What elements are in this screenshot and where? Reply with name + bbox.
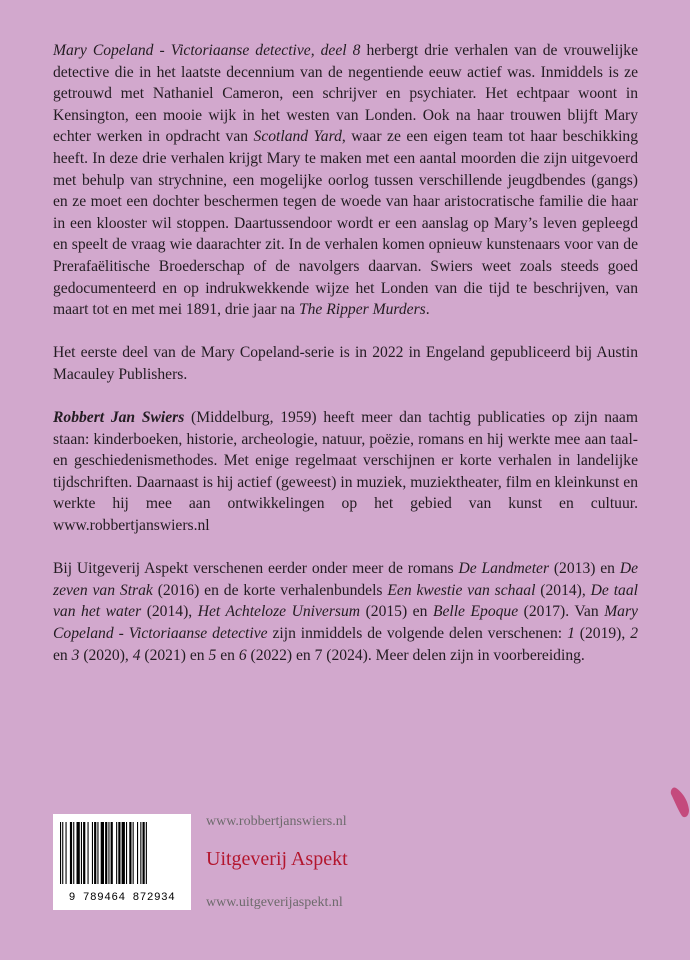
blurb-text: herbergt drie verhalen van de vrouwelijke detective die in het laatste decennium van de negentiende eeuw actief was. Inmiddels is ze getrouwd met Nathaniel Cameron, een schrijver en psychiater. Het echtpaar woont in Kensington, een mooie wijk in het westen van Londen. Ook na haar trouwen blijft Mary echter werken in opdracht van — [53, 42, 638, 146]
barcode-bar — [105, 822, 107, 884]
barcode-bars — [59, 822, 185, 886]
blurb-text: . — [425, 301, 430, 319]
barcode-bar — [83, 822, 85, 884]
barcode-bar — [122, 822, 125, 884]
barcode-bar — [108, 822, 109, 884]
author-name: Robbert Jan Swiers — [53, 409, 185, 427]
barcode-bar — [97, 822, 98, 884]
barcode-bar — [73, 822, 74, 884]
volume-number: 6 — [238, 646, 247, 664]
publisher-website-link[interactable]: www.uitgeverijaspekt.nl — [206, 895, 343, 910]
series-title: Mary Copeland - Victoriaanse detective, deel 8 — [53, 42, 361, 59]
biblio-text: en — [216, 646, 239, 664]
biblio-text: (2013) en — [549, 560, 620, 578]
book-title: Belle Epoque — [432, 603, 519, 621]
barcode-bar — [133, 822, 134, 884]
volume-number: 4 — [132, 646, 141, 664]
barcode-bar — [66, 822, 67, 884]
barcode-bar — [101, 822, 104, 884]
blurb-text: , waar ze een eigen team tot haar beschikking heeft. In deze drie verhalen krijgt Mary te maken met een aantal moorden die zijn uitgevoerd met behulp van strychnine, een mogelijke oorlog tussen verschillende jeugdbendes (gangs) en ze moet een dochter beschermen tegen de woede van haar aristocratische familie die haar in een klooster wil stoppen. Daartussendoor wordt er een aanslag op Mary’s leven gepleegd en speelt de vraag wie daarachter zit. In de verhalen komen opnieuw kunstenaars voor van de Prerafaëlitische Broederschap of de navolgers daarvan. Swiers weet zoals steeds goed gedocumenteerd en op indrukwekkende wijze het Londen van die tijd te beschrijven, van maart tot en met mei 1891, drie jaar na — [53, 128, 639, 319]
series-title: Mary Copeland - Victoriaanse detective — [53, 603, 638, 643]
book-title: Een kwestie van schaal — [387, 581, 536, 599]
biblio-text: (2019), — [574, 625, 631, 643]
biblio-text: Bij Uitgeverij Aspekt verschenen eerder onder meer de romans — [53, 560, 459, 578]
biblio-text: (2014), — [141, 603, 198, 621]
bibliography — [53, 558, 638, 666]
barcode-bar — [70, 822, 72, 884]
book-title: De Landmeter — [458, 560, 550, 578]
back-cover-text — [53, 40, 638, 688]
barcode-bar — [143, 822, 145, 884]
book-title: Het Achteloze Universum — [197, 603, 361, 621]
barcode-bar — [126, 822, 127, 884]
barcode-bar — [81, 822, 82, 884]
barcode-bar — [118, 822, 120, 884]
biblio-text: (2021) en — [140, 646, 209, 664]
biblio-text: en — [53, 646, 72, 664]
barcode-bar — [129, 822, 131, 884]
author-website-link[interactable]: www.robbertjanswiers.nl — [206, 814, 347, 829]
biblio-text: (2020), — [79, 646, 133, 664]
volume-number: 5 — [208, 646, 217, 664]
barcode-bar — [137, 822, 138, 884]
biblio-text: (2015) en — [360, 603, 433, 621]
ripper-murders-title: The Ripper Murders — [298, 301, 426, 319]
isbn-barcode — [53, 814, 191, 910]
author-bio-text: (Middelburg, 1959) heeft meer dan tachtig publicaties op zijn naam staan: kinderboeken, historie, archeologie, natuur, poëzie, romans en hij werkte mee aan taal- en geschiedenismethodes. Met enige regelmaat verschijnen er korte verhalen in landelijke tijdschriften. Daarnaast is hij actief (geweest) in muziek, muziektheater, film en kleinkunst en werkte hij mee aan ontwikkelingen op het gebied van kunst en cultuur. www.robbertjanswiers.nl — [53, 409, 638, 535]
barcode-bar — [146, 822, 147, 884]
biblio-text: (2022) en 7 (2024). Meer delen zijn in voorbereiding. — [246, 646, 585, 664]
barcode-bar — [62, 822, 63, 884]
barcode-bar — [140, 822, 141, 884]
biblio-text: zijn inmiddels de volgende delen verschenen: — [267, 625, 568, 643]
barcode-bar — [88, 822, 89, 884]
blurb-paragraph — [53, 40, 638, 321]
scotland-yard-title: Scotland Yard — [253, 128, 342, 146]
ink-smudge — [668, 786, 690, 820]
biblio-text: (2014), — [535, 581, 591, 599]
publication-note: Het eerste deel van de Mary Copeland-serie is in 2022 in Engeland gepubliceerd bij Austin Macauley Publishers. — [53, 344, 638, 383]
publisher-name: Uitgeverij Aspekt — [206, 848, 348, 870]
barcode-bar — [111, 822, 113, 884]
book-title: De taal van het water — [53, 581, 638, 621]
barcode-bar — [94, 822, 96, 884]
barcode-bar — [60, 822, 61, 884]
biblio-text: (2017). Van — [518, 603, 605, 621]
volume-number: 3 — [71, 646, 80, 664]
isbn-number: 9 789464 872934 — [68, 892, 176, 904]
barcode-bar — [77, 822, 80, 884]
biblio-text: (2016) en de korte verhalenbundels — [152, 581, 388, 599]
volume-number: 1 — [567, 625, 575, 643]
barcode-bar — [116, 822, 117, 884]
author-bio — [53, 407, 638, 537]
barcode-bar — [92, 822, 93, 884]
book-title: De zeven van Strak — [53, 560, 638, 599]
volume-number: 2 — [630, 625, 639, 643]
